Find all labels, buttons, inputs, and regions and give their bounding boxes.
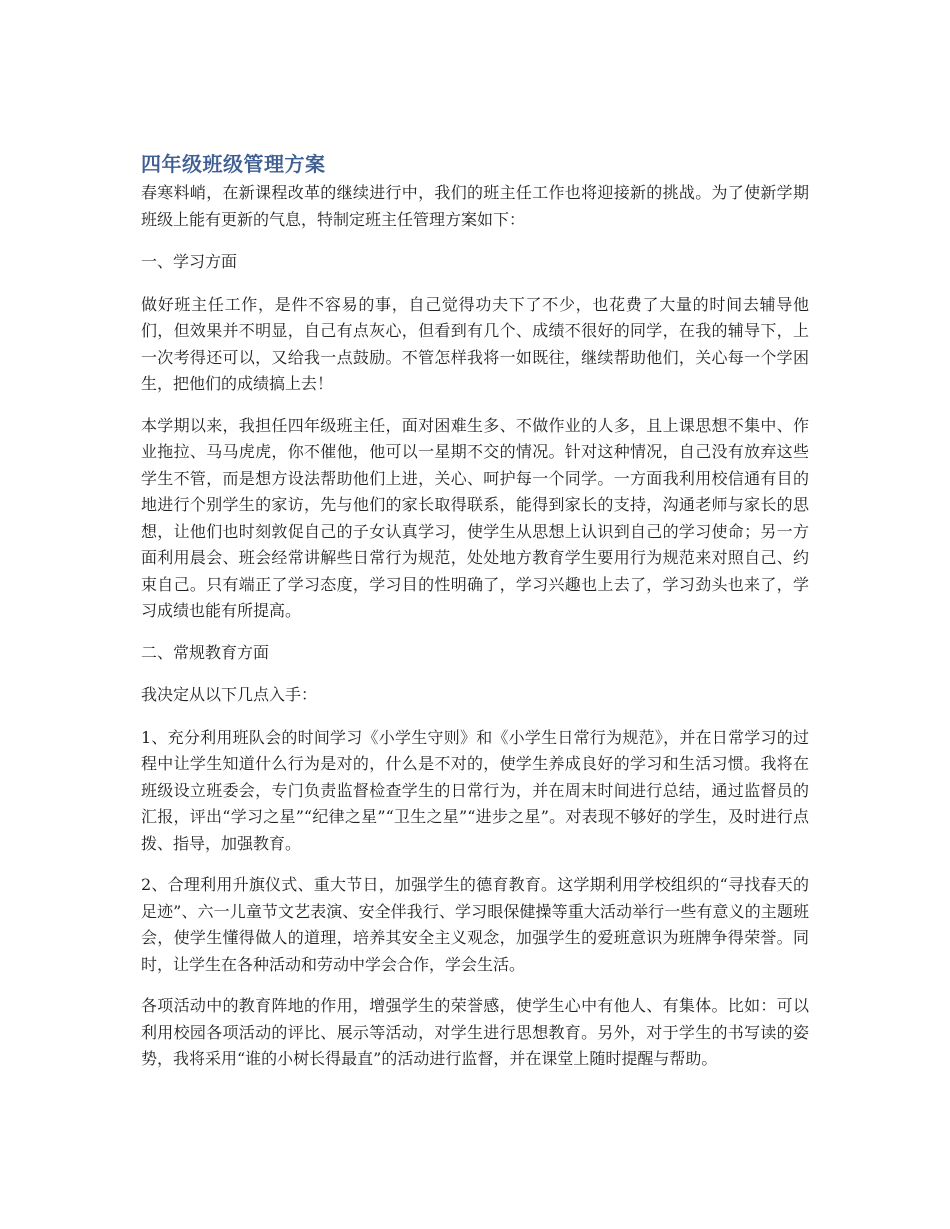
document-page: [141, 150, 809, 1088]
paragraph-study-1: 做好班主任工作，是件不容易的事，自己觉得功夫下了不少，也花费了大量的时间去辅导他们，但效果并不明显，自己有点灰心，但看到有几个、成绩不很好的同学，在我的辅导下，上一次考得还可以，又给我一点鼓励。不管怎样我将一如既往，继续帮助他们，关心每一个学困生，把他们的成绩搞上去！: [141, 294, 809, 393]
paragraph-routine-intro: 我决定从以下几点入手：: [141, 685, 318, 704]
paragraph-routine-1: 1、充分利用班队会的时间学习《小学生守则》和《小学生日常行为规范》，并在日常学习的过程中让学生知道什么行为是对的，什么是不对的，使学生养成良好的学习和生活习惯。我将在班级设立班委会，专门负责监督检查学生的日常行为，并在周末时间进行总结，通过监督员的汇报，评出“学习之星”“纪律之星”“卫生之星”“进步之星”。对表现不够好的学生，及时进行点拨、指导，加强教育。: [141, 727, 809, 853]
paragraph-routine-2: 2、合理利用升旗仪式、重大节日，加强学生的德育教育。这学期利用学校组织的“寻找春天的足迹”、六一儿童节文艺表演、安全伴我行、学习眼保健操等重大活动举行一些有意义的主题班会，使学生懂得做人的道理，培养其安全主义观念，加强学生的爱班意识为班牌争得荣誉。同时，让学生在各种活动和劳动中学会合作，学会生活。: [141, 875, 809, 974]
section-heading-routine: 二、常规教育方面: [141, 642, 270, 662]
paragraph-study-2: 本学期以来，我担任四年级班主任，面对困难生多、不做作业的人多，且上课思想不集中、作业拖拉、马马虎虎，你不催他，他可以一星期不交的情况。针对这种情况，自己没有放弃这些学生不管，而是想方设法帮助他们上进，关心、呵护每一个同学。一方面我利用校信通有目的地进行个别学生的家访，先与他们的家长取得联系，能得到家长的支持，沟通老师与家长的思想，让他们也时刻敦促自己的子女认真学习，使学生从思想上认识到自己的学习使命；另一方面利用晨会、班会经常讲解些日常行为规范，处处地方教育学生要用行为规范来对照自己、约束自己。只有端正了学习态度，学习目的性明确了，学习兴趣也上去了，学习劲头也来了，学习成绩也能有所提高。: [141, 415, 809, 620]
paragraph-routine-3: 各项活动中的教育阵地的作用，增强学生的荣誉感，使学生心中有他人、有集体。比如：可以利用校园各项活动的评比、展示等活动，对学生进行思想教育。另外，对于学生的书写读的姿势，我将采用“谁的小树长得最直”的活动进行监督，并在课堂上随时提醒与帮助。: [141, 996, 809, 1068]
document-title: 四年级班级管理方案: [141, 152, 326, 176]
intro-paragraph: 春寒料峭，在新课程改革的继续进行中，我们的班主任工作也将迎接新的挑战。为了使新学期班级上能有更新的气息，特制定班主任管理方案如下：: [141, 183, 809, 229]
section-heading-study: 一、学习方面: [141, 252, 238, 271]
